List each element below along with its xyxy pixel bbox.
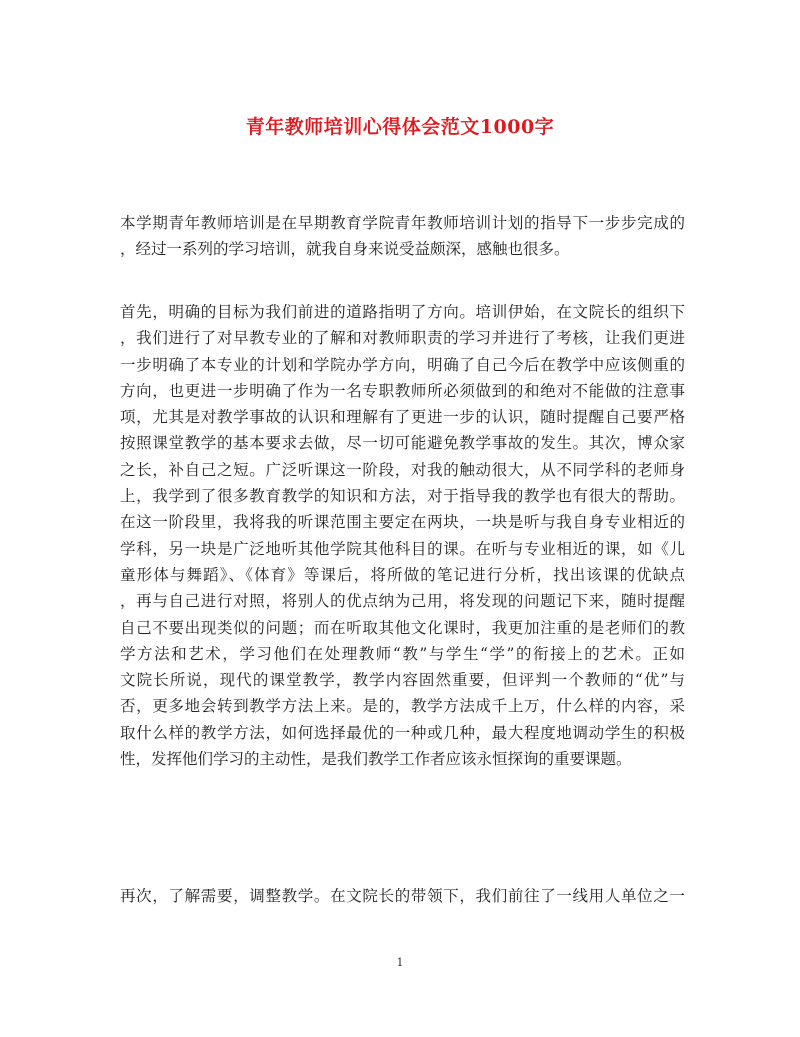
paragraph-line: 首先，明确的目标为我们前进的道路指明了方向。培训伊始，在文院长的组织下 — [120, 303, 685, 321]
paragraph-line: 一步明确了本专业的计划和学院办学方向，明确了自己今后在教学中应该侧重的 — [120, 355, 685, 374]
page-number: 1 — [396, 956, 404, 969]
paragraph-line: ，经过一系列的学习培训，就我自身来说受益颇深，感触也很多。 — [120, 240, 570, 259]
paragraph-line: 项，尤其是对教学事故的认识和理解有了更进一步的认识，随时提醒自己要严格 — [120, 408, 685, 427]
paragraph-line: ，我们进行了对早教专业的了解和对教师职责的学习并进行了考核，让我们更进 — [120, 329, 685, 348]
paragraph-line: 否，更多地会转到教学方法上来。是的，教学方法成千上万，什么样的内容，采 — [120, 697, 685, 716]
paragraph-line: 取什么样的教学方法，如何选择最优的一种或几种，最大程度地调动学生的积极 — [120, 723, 685, 742]
paragraph-line: 本学期青年教师培训是在早期教育学院青年教师培训计划的指导下一步步完成的 — [120, 214, 685, 232]
paragraph-line: 自己不要出现类似的问题；而在听取其他文化课时，我更加注重的是老师们的教 — [120, 618, 685, 637]
paragraph-line: 再次，了解需要，调整教学。在文院长的带领下，我们前往了一线用人单位之一 — [120, 887, 685, 905]
paragraph-line: ，再与自己进行对照，将别人的优点纳为己用，将发现的问题记下来，随时提醒 — [120, 592, 685, 611]
paragraph-line: 在这一阶段里，我将我的听课范围主要定在两块，一块是听与我自身专业相近的 — [120, 513, 685, 532]
document-title: 青年教师培训心得体会范文1000字 — [245, 116, 555, 138]
paragraph-line: 童形体与舞蹈》、《体育》等课后，将所做的笔记进行分析，找出该课的优缺点 — [120, 565, 685, 584]
paragraph-line: 文院长所说，现代的课堂教学，教学内容固然重要，但评判一个教师的“优”与 — [120, 671, 685, 690]
paragraph-line: 性，发挥他们学习的主动性，是我们教学工作者应该永恒探询的重要课题。 — [120, 750, 632, 769]
paragraph-line: 方向，也更进一步明确了作为一名专职教师所必须做到的和绝对不能做的注意事 — [120, 381, 685, 400]
paragraph-line: 按照课堂教学的基本要求去做，尽一切可能避免教学事故的发生。其次，博众家 — [120, 434, 685, 453]
paragraph-2 — [120, 299, 685, 772]
paragraph-line: 学方法和艺术，学习他们在处理教师“教”与学生“学”的衔接上的艺术。正如 — [120, 644, 685, 663]
paragraph-3 — [120, 883, 685, 909]
paragraph-line: 上，我学到了很多教育教学的知识和方法，对于指导我的教学也有很大的帮助。 — [120, 487, 685, 506]
paragraph-line: 学科，另一块是广泛地听其他学院其他科目的课。在听与专业相近的课，如《儿 — [120, 539, 685, 558]
paragraph-line: 之长，补自己之短。广泛听课这一阶段，对我的触动很大，从不同学科的老师身 — [120, 460, 685, 479]
paragraph-1 — [120, 210, 685, 263]
